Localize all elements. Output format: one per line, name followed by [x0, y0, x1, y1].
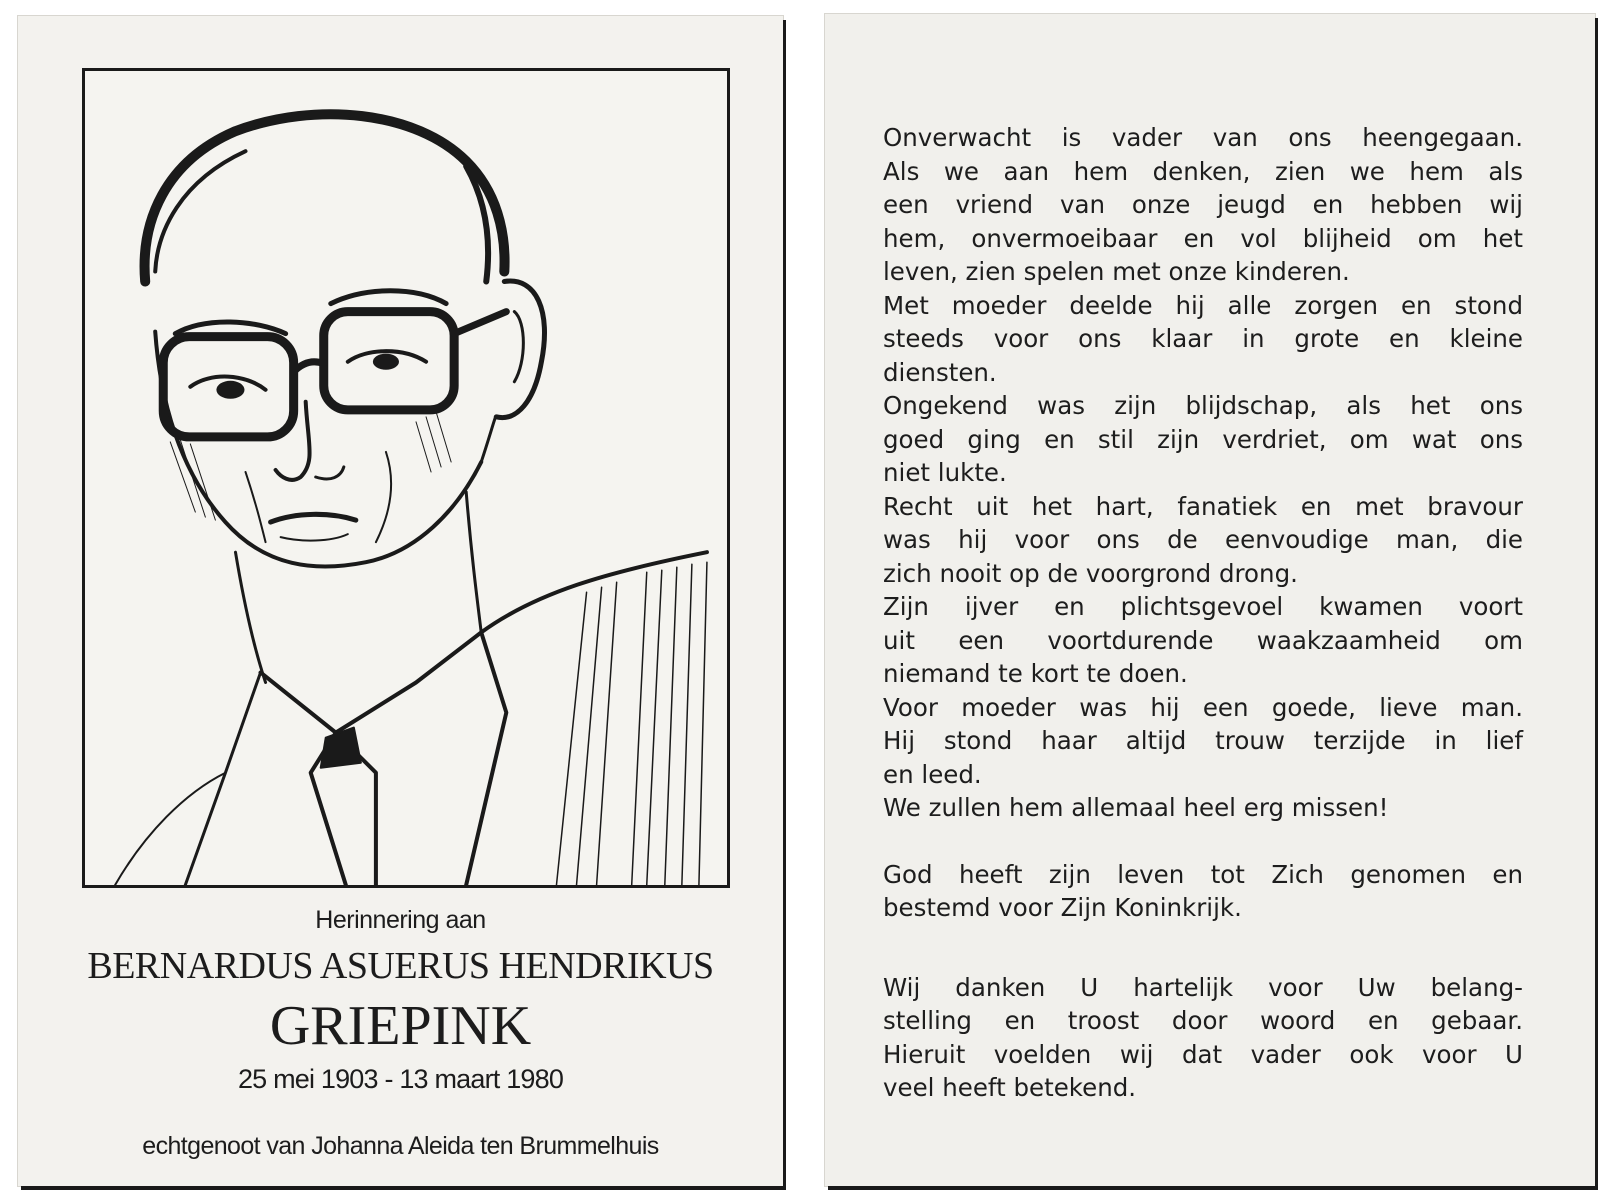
tribute-text [883, 121, 1523, 1105]
paragraph-gap [883, 825, 1523, 858]
tribute-line: niet lukte. [883, 458, 1007, 487]
tribute-line: zich nooit op de voorgrond drong. [883, 558, 1298, 588]
spouse-line: echtgenoot van Johanna Aleida ten Brummelhuis [142, 1132, 659, 1160]
tribute-line: diensten. [883, 357, 997, 387]
tribute-line: niemand te kort te doen. [883, 659, 1188, 688]
tribute-line: God heeft zijn leven tot Zich genomen en [883, 859, 1523, 889]
intro-text: Herinnering aan [315, 906, 486, 934]
tribute-line: Onverwacht is vader van ons heengegaan. [883, 123, 1523, 152]
tribute-line: en leed. [883, 759, 982, 789]
surname: GRIEPINK [269, 995, 532, 1057]
tribute-line: stelling en troost door woord en gebaar. [883, 1006, 1523, 1035]
tribute-line: uit een voortdurende waakzaamheid om [883, 625, 1523, 655]
tribute-line: Wij danken U hartelijk voor Uw belang- [883, 972, 1523, 1002]
tribute-line: bestemd voor Zijn Koninkrijk. [883, 893, 1242, 922]
paragraph-gap [883, 925, 1523, 971]
tribute-line: Als we aan hem denken, zien we hem als [883, 156, 1523, 186]
tribute-line: Voor moeder was hij een goede, lieve man. [883, 692, 1523, 722]
portrait-frame [82, 68, 730, 888]
portrait-drawing-icon [85, 71, 727, 885]
tribute-line: Hieruit voelden wij dat vader ook voor U [883, 1039, 1523, 1069]
tribute-line: steeds voor ons klaar in grote en kleine [883, 324, 1523, 353]
memorial-card-back [825, 14, 1595, 1186]
tribute-line: hem, onvermoeibaar en vol blijheid om het [883, 223, 1523, 253]
tribute-line: Hij stond haar altijd trouw terzijde in lief [883, 726, 1523, 755]
tribute-line: leven, zien spelen met onze kinderen. [883, 257, 1350, 286]
tribute-line: Recht uit het hart, fanatiek en met bravour [883, 491, 1523, 521]
tribute-line: veel heeft betekend. [883, 1073, 1137, 1102]
tribute-line: was hij voor ons de eenvoudige man, die [883, 525, 1523, 554]
tribute-line: Ongekend was zijn blijdschap, als het ons [883, 391, 1523, 420]
tribute-line: een vriend van onze jeugd en hebben wij [883, 190, 1523, 219]
tribute-line: We zullen hem allemaal heel erg missen! [883, 793, 1389, 822]
tribute-line: goed ging en stil zijn verdriet, om wat ons [883, 424, 1523, 454]
tribute-line: Zijn ijver en plichtsgevoel kwamen voort [883, 592, 1523, 621]
memorial-card-front [18, 16, 783, 1186]
life-dates: 25 mei 1903 - 13 maart 1980 [237, 1064, 564, 1094]
tribute-line: Met moeder deelde hij alle zorgen en stond [883, 290, 1523, 320]
given-names: BERNARDUS ASUERUS HENDRIKUS [87, 945, 714, 987]
